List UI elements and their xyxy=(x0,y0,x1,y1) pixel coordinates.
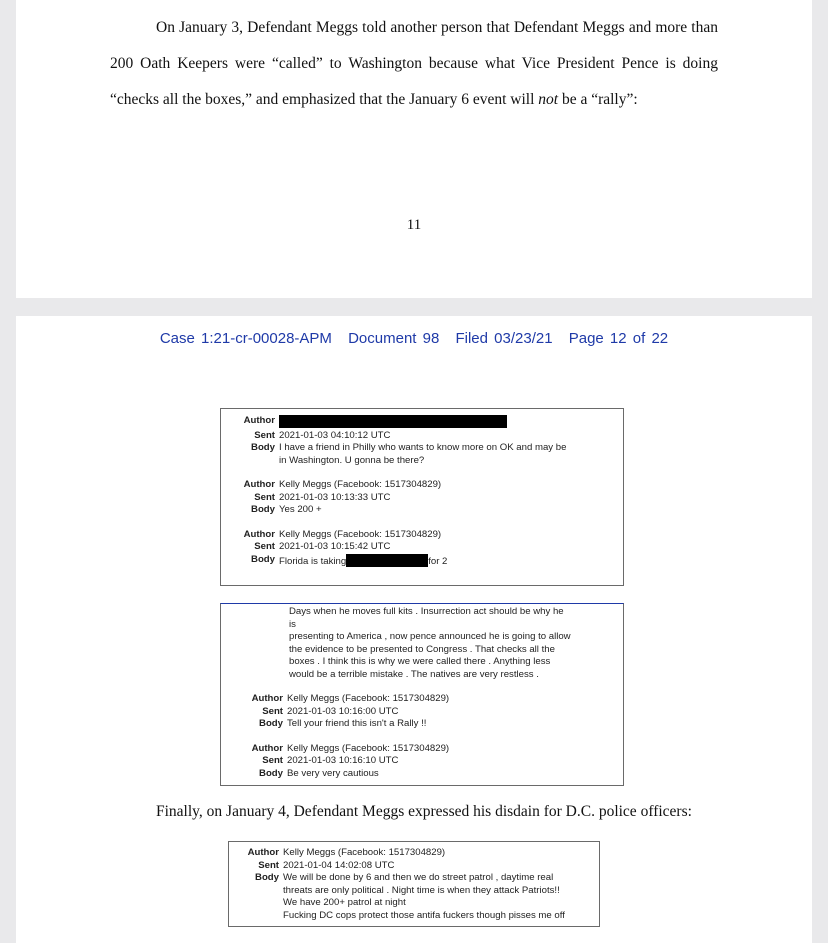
body-value: Be very very cautious xyxy=(287,767,379,779)
author-value: Kelly Meggs (Facebook: 1517304829) xyxy=(287,742,450,754)
sent-label: Sent xyxy=(262,705,283,717)
sent-label: Sent xyxy=(254,429,275,441)
sent-label: Sent xyxy=(254,541,275,552)
body-label: Body xyxy=(259,718,283,729)
message-entry xyxy=(235,529,623,569)
body-paragraph-jan4: Finally, on January 4, Defendant Meggs expressed his disdain for D.C. police officers: xyxy=(156,803,692,820)
sent-value: 2021-01-03 10:15:42 UTC xyxy=(279,541,391,552)
author-label: Author xyxy=(247,847,279,858)
body-value: We have 200+ patrol at night xyxy=(283,897,406,908)
body-value: Days when he moves full kits . Insurrection act should be why he is xyxy=(289,606,564,630)
page-indicator: Page 12 of 22 xyxy=(568,330,669,347)
body-paragraph-jan3 xyxy=(110,10,718,118)
sent-label: Sent xyxy=(254,491,275,503)
sent-value: 2021-01-03 04:10:12 UTC xyxy=(279,429,391,441)
author-value: Kelly Meggs (Facebook: 1517304829) xyxy=(287,693,450,704)
page-number: 11 xyxy=(406,217,422,233)
body-text: for 2 xyxy=(428,555,448,567)
sent-value: 2021-01-03 10:16:00 UTC xyxy=(287,705,399,717)
message-exhibit-3 xyxy=(228,841,600,927)
sent-value: 2021-01-04 14:02:08 UTC xyxy=(283,859,395,871)
body-text: Florida is taking xyxy=(279,555,347,567)
author-label: Author xyxy=(243,528,275,540)
author-label: Author xyxy=(243,415,275,426)
sent-value: 2021-01-03 10:13:33 UTC xyxy=(279,491,391,503)
message-entry xyxy=(235,479,623,517)
message-entry xyxy=(235,415,623,467)
document-page-12 xyxy=(16,316,812,943)
sent-label: Sent xyxy=(262,755,283,766)
redaction-bar xyxy=(346,554,428,567)
body-value xyxy=(279,554,623,569)
emphasis-not: not xyxy=(538,91,559,108)
case-header xyxy=(16,330,812,347)
body-label: Body xyxy=(255,872,279,883)
body-label: Body xyxy=(251,504,275,515)
continued-message-body xyxy=(223,606,623,681)
sent-value: 2021-01-03 10:16:10 UTC xyxy=(287,755,399,766)
body-label: Body xyxy=(259,767,283,779)
author-label: Author xyxy=(243,479,275,490)
body-label: Body xyxy=(251,442,275,453)
filed-date: Filed 03/23/21 xyxy=(455,330,553,347)
body-value: in Washington. U gonna be there? xyxy=(279,454,425,466)
document-page-11 xyxy=(16,0,812,298)
body-value: threats are only political . Night time is when they attack Patriots!! xyxy=(283,884,560,896)
body-value: would be a terrible mistake . The natives are very restless . xyxy=(289,668,539,680)
body-value: I have a friend in Philly who wants to know more on OK and may be xyxy=(279,442,567,453)
case-number: Case 1:21-cr-00028-APM xyxy=(159,330,332,347)
paragraph-text: “checks all the boxes,” and emphasized that the January 6 event will xyxy=(110,91,539,108)
body-value: Tell your friend this isn't a Rally !! xyxy=(287,718,427,729)
paragraph-line: 200 Oath Keepers were “called” to Washington because what Vice President Pence is doing xyxy=(110,55,718,72)
paragraph-line: On January 3, Defendant Meggs told another person that Defendant Meggs and more than xyxy=(156,19,718,36)
body-value: Fucking DC cops protect those antifa fuckers though pisses me off xyxy=(283,909,565,921)
author-value: Kelly Meggs (Facebook: 1517304829) xyxy=(279,479,442,490)
redaction-bar xyxy=(279,415,507,428)
sent-label: Sent xyxy=(258,859,279,871)
body-value: the evidence to be presented to Congress . That checks all the xyxy=(289,643,555,655)
body-value: We will be done by 6 and then we do street patrol , daytime real xyxy=(283,872,554,883)
paragraph-text: be a “rally”: xyxy=(558,91,638,108)
author-label: Author xyxy=(251,693,283,704)
message-exhibit-1 xyxy=(220,408,624,586)
body-value: boxes . I think this is why we were called there . Anything less xyxy=(289,656,551,667)
paragraph-line xyxy=(110,82,718,118)
body-value: Yes 200 + xyxy=(279,504,322,515)
author-value: Kelly Meggs (Facebook: 1517304829) xyxy=(279,528,442,540)
document-number: Document 98 xyxy=(348,330,440,347)
author-value xyxy=(279,415,623,430)
body-value: presenting to America , now pence announced he is going to allow xyxy=(289,631,571,642)
message-entry xyxy=(223,743,623,781)
body-label: Body xyxy=(251,553,275,565)
author-value: Kelly Meggs (Facebook: 1517304829) xyxy=(283,847,446,858)
message-exhibit-2 xyxy=(220,603,624,786)
author-label: Author xyxy=(251,742,283,754)
message-entry xyxy=(223,693,623,731)
message-entry xyxy=(239,847,599,922)
